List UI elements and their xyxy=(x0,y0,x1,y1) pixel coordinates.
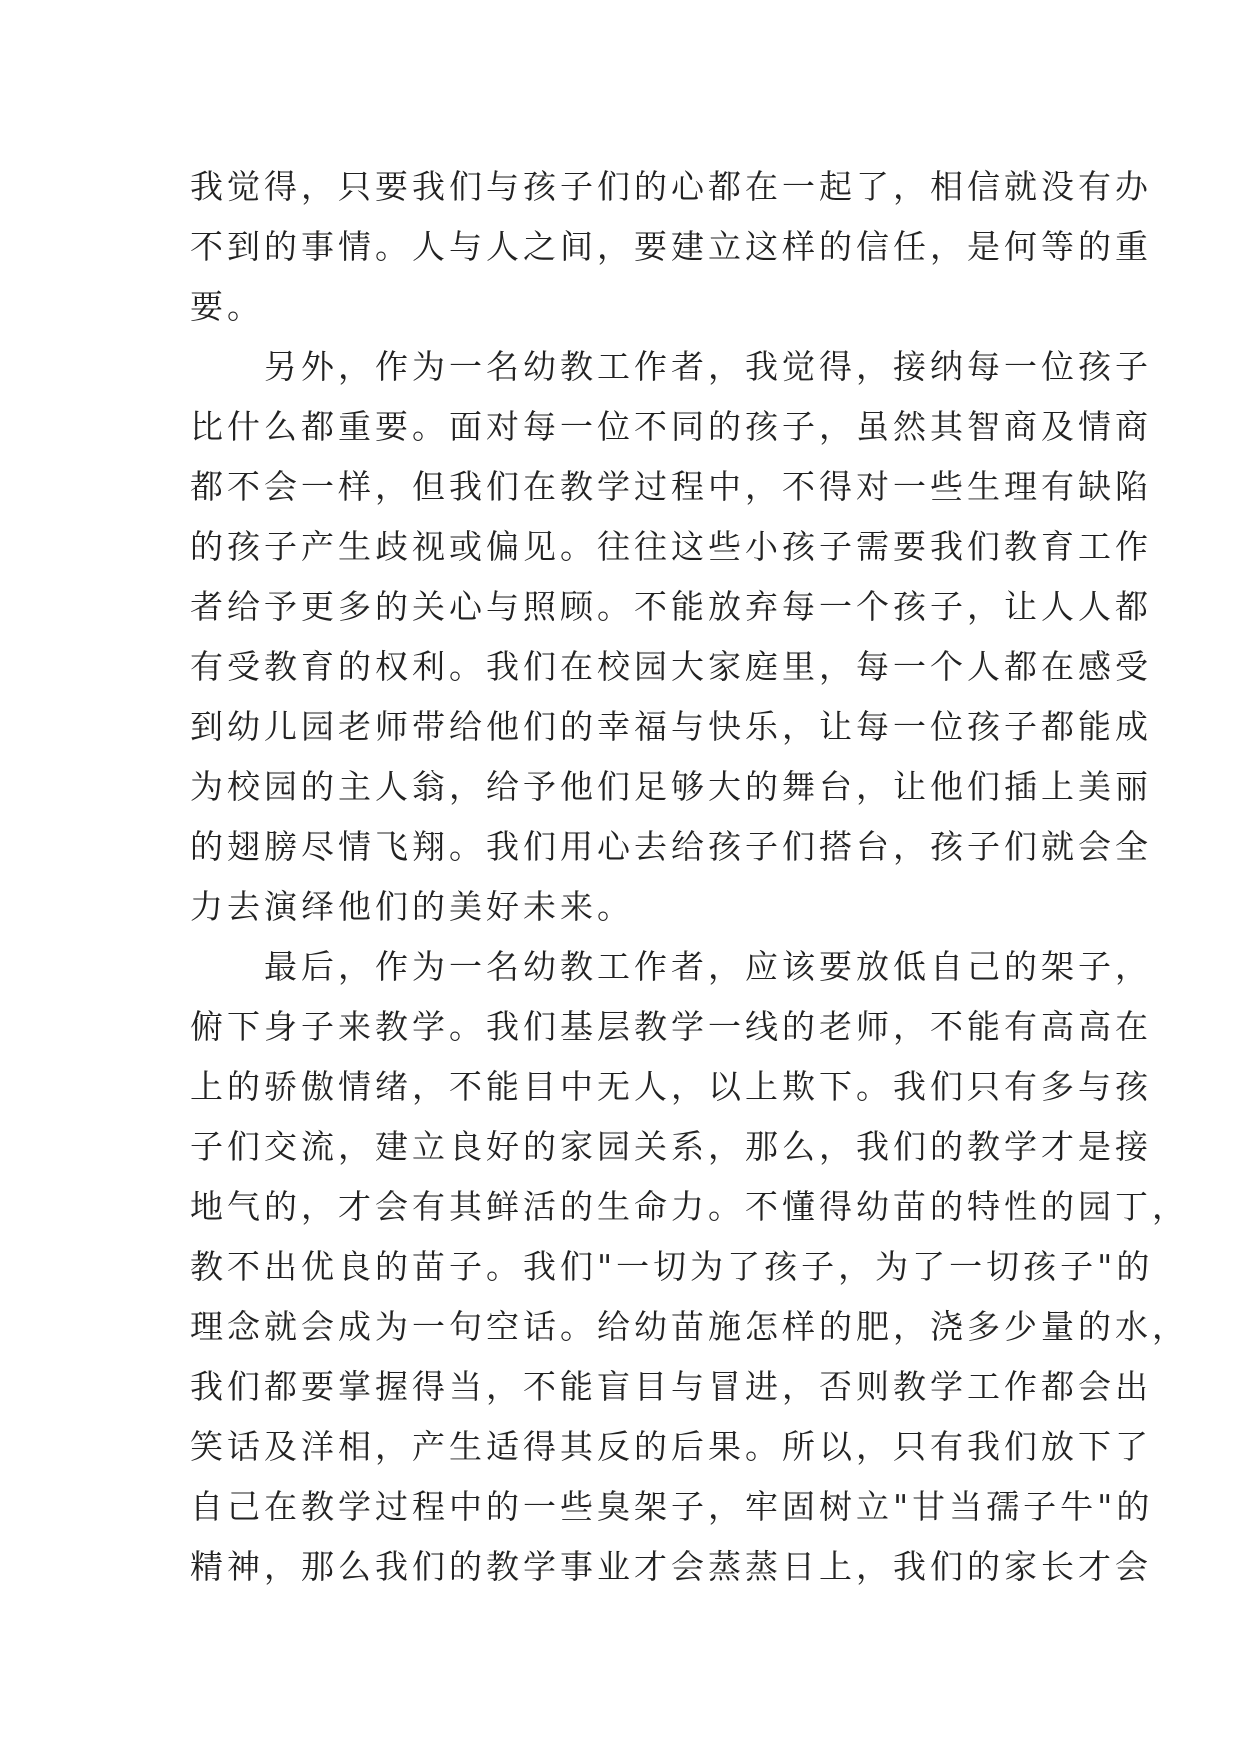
text-line: 上的骄傲情绪，不能目中无人，以上欺下。我们只有多与孩 xyxy=(190,1067,1152,1106)
text-line: 为校园的主人翁，给予他们足够大的舞台，让他们插上美丽 xyxy=(190,767,1152,806)
text-line: 俯下身子来教学。我们基层教学一线的老师，不能有高高在 xyxy=(190,1007,1152,1046)
text-line: 子们交流，建立良好的家园关系，那么，我们的教学才是接 xyxy=(190,1127,1152,1166)
text-line: 都不会一样，但我们在教学过程中，不得对一些生理有缺陷 xyxy=(190,467,1152,506)
text-line: 精神，那么我们的教学事业才会蒸蒸日上，我们的家长才会 xyxy=(190,1547,1152,1586)
paragraph-1 xyxy=(190,157,1152,337)
text-line: 者给予更多的关心与照顾。不能放弃每一个孩子，让人人都 xyxy=(190,587,1152,626)
text-line: 地气的，才会有其鲜活的生命力。不懂得幼苗的特性的园丁， xyxy=(190,1187,1189,1226)
body-text xyxy=(190,157,1189,1597)
text-line: 自己在教学过程中的一些臭架子，牢固树立"甘当孺子牛"的 xyxy=(190,1487,1154,1526)
text-line: 最后，作为一名幼教工作者，应该要放低自己的架子， xyxy=(190,947,1152,986)
text-line: 我们都要掌握得当，不能盲目与冒进，否则教学工作都会出 xyxy=(190,1367,1152,1406)
text-line: 另外，作为一名幼教工作者，我觉得，接纳每一位孩子 xyxy=(190,347,1152,386)
text-line: 的翅膀尽情飞翔。我们用心去给孩子们搭台，孩子们就会全 xyxy=(190,827,1152,866)
paragraph-2 xyxy=(190,337,1152,937)
text-line: 比什么都重要。面对每一位不同的孩子，虽然其智商及情商 xyxy=(190,407,1152,446)
text-line: 笑话及洋相，产生适得其反的后果。所以，只有我们放下了 xyxy=(190,1427,1152,1466)
text-line: 教不出优良的苗子。我们"一切为了孩子，为了一切孩子"的 xyxy=(190,1247,1154,1286)
text-line: 有受教育的权利。我们在校园大家庭里，每一个人都在感受 xyxy=(190,647,1152,686)
text-line: 理念就会成为一句空话。给幼苗施怎样的肥，浇多少量的水， xyxy=(190,1307,1189,1346)
text-line: 力去演绎他们的美好未来。 xyxy=(190,887,634,926)
text-line: 到幼儿园老师带给他们的幸福与快乐，让每一位孩子都能成 xyxy=(190,707,1152,746)
text-line: 的孩子产生歧视或偏见。往往这些小孩子需要我们教育工作 xyxy=(190,527,1152,566)
text-line: 不到的事情。人与人之间，要建立这样的信任，是何等的重 xyxy=(190,227,1152,266)
paragraph-3 xyxy=(190,937,1189,1597)
text-line: 要。 xyxy=(190,287,264,326)
text-line: 我觉得，只要我们与孩子们的心都在一起了，相信就没有办 xyxy=(190,167,1152,206)
